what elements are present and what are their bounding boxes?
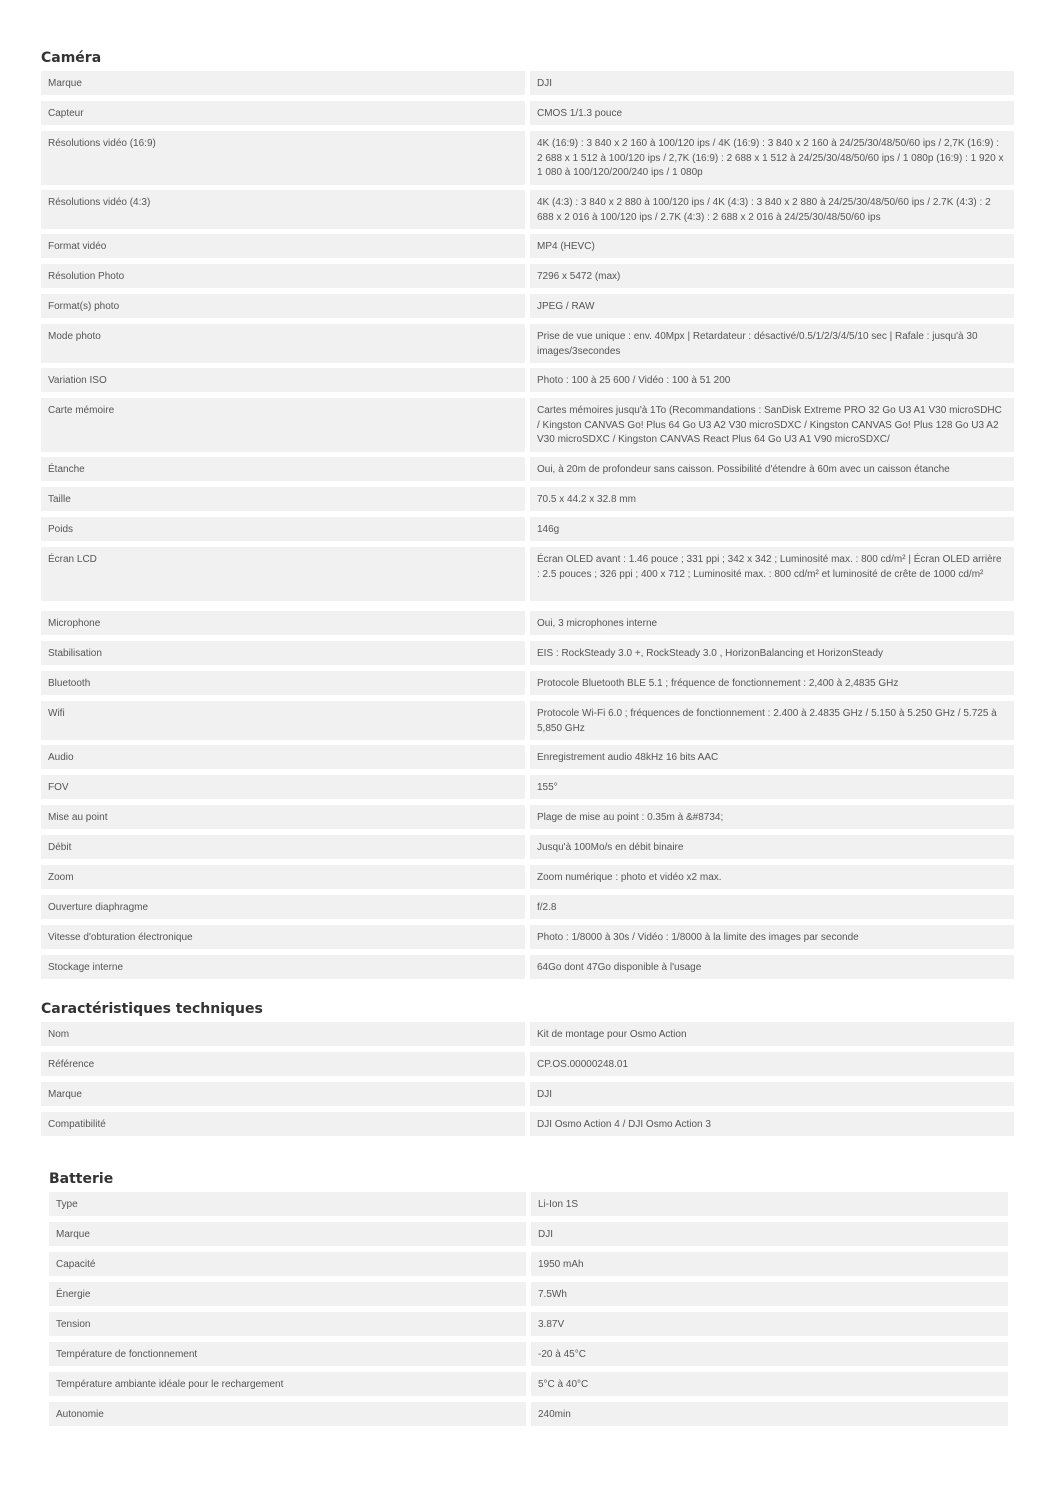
spec-row (41, 71, 1014, 95)
spec-label: Poids (41, 517, 525, 541)
spec-value: 64Go dont 47Go disponible à l'usage (530, 955, 1014, 979)
spec-row (41, 745, 1014, 769)
spec-label: Nom (41, 1022, 525, 1046)
spec-label: Audio (41, 745, 525, 769)
spec-row (41, 234, 1014, 258)
section-title: Batterie (49, 1171, 114, 1187)
spec-value: Plage de mise au point : 0.35m à &#8734; (530, 805, 1014, 829)
spec-label: Format(s) photo (41, 294, 525, 318)
spec-label: Débit (41, 835, 525, 859)
spec-value: 3.87V (531, 1312, 1008, 1336)
spec-row (41, 805, 1014, 829)
spec-row (41, 101, 1014, 125)
spec-label: Autonomie (49, 1402, 526, 1426)
spec-label: Température ambiante idéale pour le rechargement (49, 1372, 526, 1396)
spec-value: Protocole Bluetooth BLE 5.1 ; fréquence de fonctionnement : 2,400 à 2,4835 GHz (530, 671, 1014, 695)
spec-row (41, 865, 1014, 889)
spec-label: Carte mémoire (41, 398, 525, 452)
spec-row (49, 1342, 1008, 1366)
spec-value: Photo : 100 à 25 600 / Vidéo : 100 à 51 200 (530, 368, 1014, 392)
spec-label: Référence (41, 1052, 525, 1076)
spec-row (41, 671, 1014, 695)
spec-label: Écran LCD (41, 547, 525, 601)
spec-row (41, 611, 1014, 635)
spec-value: 7296 x 5472 (max) (530, 264, 1014, 288)
spec-row (49, 1222, 1008, 1246)
spec-row (41, 131, 1014, 185)
spec-value: DJI (530, 1082, 1014, 1106)
spec-label: Marque (41, 1082, 525, 1106)
spec-row (49, 1192, 1008, 1216)
spec-value: Photo : 1/8000 à 30s / Vidéo : 1/8000 à la limite des images par seconde (530, 925, 1014, 949)
spec-value: DJI Osmo Action 4 / DJI Osmo Action 3 (530, 1112, 1014, 1136)
spec-value: 1950 mAh (531, 1252, 1008, 1276)
spec-value: -20 à 45°C (531, 1342, 1008, 1366)
spec-row (41, 925, 1014, 949)
spec-label: FOV (41, 775, 525, 799)
spec-value: Oui, à 20m de profondeur sans caisson. Possibilité d'étendre à 60m avec un caisson étanche (530, 457, 1014, 481)
spec-row (41, 457, 1014, 481)
spec-label: Zoom (41, 865, 525, 889)
spec-row (41, 701, 1014, 740)
spec-row (49, 1372, 1008, 1396)
spec-value: Écran OLED avant : 1.46 pouce ; 331 ppi ; 342 x 342 ; Luminosité max. : 800 cd/m² | Écran OLED arrière : 2.5 pouces ; 326 ppi ; 400 x 712 ; Luminosité max. : 800 cd/m² et luminosité de crête de 1000 cd/m² (530, 547, 1014, 601)
spec-value: Enregistrement audio 48kHz 16 bits AAC (530, 745, 1014, 769)
spec-label: Capteur (41, 101, 525, 125)
section-title: Caractéristiques techniques (41, 1001, 263, 1017)
spec-row (41, 264, 1014, 288)
spec-label: Ouverture diaphragme (41, 895, 525, 919)
spec-value: MP4 (HEVC) (530, 234, 1014, 258)
spec-label: Tension (49, 1312, 526, 1336)
spec-label: Taille (41, 487, 525, 511)
spec-value: Cartes mémoires jusqu'à 1To (Recommandations : SanDisk Extreme PRO 32 Go U3 A1 V30 microSDHC / Kingston CANVAS Go! Plus 64 Go U3 A2 V30 microSDXC / Kingston CANVAS Go! Plus 128 Go U3 A2 V30 microSDXC / Kingston CANVAS React Plus 64 Go U3 A1 V90 microSDXC/ (530, 398, 1014, 452)
spec-label: Mode photo (41, 324, 525, 363)
spec-label: Étanche (41, 457, 525, 481)
spec-row (49, 1252, 1008, 1276)
spec-row (41, 368, 1014, 392)
spec-label: Type (49, 1192, 526, 1216)
spec-label: Variation ISO (41, 368, 525, 392)
spec-row (41, 294, 1014, 318)
spec-label: Format vidéo (41, 234, 525, 258)
spec-row (41, 955, 1014, 979)
spec-label: Bluetooth (41, 671, 525, 695)
spec-value: 4K (4:3) : 3 840 x 2 880 à 100/120 ips / 4K (4:3) : 3 840 x 2 880 à 24/25/30/48/50/60 ips / 2.7K (4:3) : 2 688 x 2 016 à 100/120 ips / 2.7K (4:3) : 2 688 x 2 016 à 24/25/30/48/50/60 ips (530, 190, 1014, 229)
spec-label: Résolutions vidéo (4:3) (41, 190, 525, 229)
spec-label: Wifi (41, 701, 525, 740)
section-title: Caméra (41, 50, 102, 66)
spec-label: Résolution Photo (41, 264, 525, 288)
spec-row (41, 895, 1014, 919)
spec-value: 5°C à 40°C (531, 1372, 1008, 1396)
spec-label: Microphone (41, 611, 525, 635)
spec-value: Zoom numérique : photo et vidéo x2 max. (530, 865, 1014, 889)
spec-value: Jusqu'à 100Mo/s en débit binaire (530, 835, 1014, 859)
spec-label: Résolutions vidéo (16:9) (41, 131, 525, 185)
spec-value: EIS : RockSteady 3.0 +, RockSteady 3.0 , HorizonBalancing et HorizonSteady (530, 641, 1014, 665)
spec-row (41, 1082, 1014, 1106)
spec-value: Kit de montage pour Osmo Action (530, 1022, 1014, 1046)
spec-value: DJI (530, 71, 1014, 95)
spec-row (41, 517, 1014, 541)
spec-value: 240min (531, 1402, 1008, 1426)
spec-label: Stabilisation (41, 641, 525, 665)
spec-row (41, 487, 1014, 511)
spec-row (41, 641, 1014, 665)
spec-value: 146g (530, 517, 1014, 541)
spec-row (41, 1112, 1014, 1136)
spec-label: Marque (41, 71, 525, 95)
spec-value: JPEG / RAW (530, 294, 1014, 318)
spec-value: 155° (530, 775, 1014, 799)
spec-row (41, 324, 1014, 363)
spec-value: Oui, 3 microphones interne (530, 611, 1014, 635)
spec-row (49, 1402, 1008, 1426)
spec-value: CMOS 1/1.3 pouce (530, 101, 1014, 125)
spec-row (41, 1052, 1014, 1076)
spec-label: Énergie (49, 1282, 526, 1306)
spec-row (49, 1282, 1008, 1306)
spec-label: Capacité (49, 1252, 526, 1276)
spec-value: CP.OS.00000248.01 (530, 1052, 1014, 1076)
spec-label: Vitesse d'obturation électronique (41, 925, 525, 949)
spec-label: Mise au point (41, 805, 525, 829)
spec-value: Protocole Wi-Fi 6.0 ; fréquences de fonctionnement : 2.400 à 2.4835 GHz / 5.150 à 5.250 GHz / 5.725 à 5,850 GHz (530, 701, 1014, 740)
spec-value: f/2.8 (530, 895, 1014, 919)
spec-value: 70.5 x 44.2 x 32.8 mm (530, 487, 1014, 511)
spec-label: Température de fonctionnement (49, 1342, 526, 1366)
spec-row (41, 547, 1014, 601)
spec-label: Marque (49, 1222, 526, 1246)
spec-value: Li-Ion 1S (531, 1192, 1008, 1216)
spec-value: 4K (16:9) : 3 840 x 2 160 à 100/120 ips / 4K (16:9) : 3 840 x 2 160 à 24/25/30/48/50/60 ips / 2,7K (16:9) : 2 688 x 1 512 à 100/120 ips / 2,7K (16:9) : 2 688 x 1 512 à 24/25/30/48/50/60 ips / 1 080p (16:9) : 1 920 x 1 080 à 100/120/200/240 ips / 1 080p (530, 131, 1014, 185)
spec-row (41, 190, 1014, 229)
spec-label: Compatibilité (41, 1112, 525, 1136)
spec-row (41, 398, 1014, 452)
spec-value: DJI (531, 1222, 1008, 1246)
spec-row (49, 1312, 1008, 1336)
spec-row (41, 835, 1014, 859)
spec-row (41, 1022, 1014, 1046)
spec-value: 7.5Wh (531, 1282, 1008, 1306)
spec-row (41, 775, 1014, 799)
spec-value: Prise de vue unique : env. 40Mpx | Retardateur : désactivé/0.5/1/2/3/4/5/10 sec | Rafale : jusqu'à 30 images/3secondes (530, 324, 1014, 363)
spec-label: Stockage interne (41, 955, 525, 979)
